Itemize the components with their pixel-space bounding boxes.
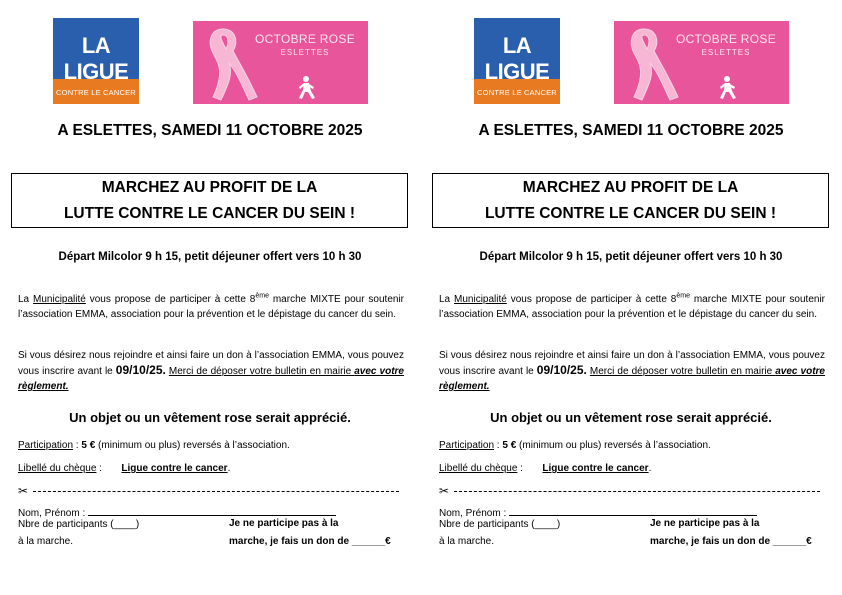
registration-paragraph: Si vous désirez nous rejoindre et ainsi faire un don à l’association EMMA, vous pouvez vous inscrire avant le 09/10/25. Merci de déposer votre bulletin en mairie avec votre règlement. xyxy=(18,350,404,392)
event-title: A ESLETTES, SAMEDI 11 OCTOBRE 2025 xyxy=(478,122,784,139)
pink-item-note: Un objet ou un vêtement rose serait apprécié. xyxy=(490,410,772,425)
octobre-rose-logo xyxy=(193,21,368,104)
octobre-rose-logo xyxy=(614,21,789,104)
ligue-logo-sub: CONTRE LE CANCER xyxy=(56,88,136,97)
departure-info: Départ Milcolor 9 h 15, petit déjeuner offert vers 10 h 30 xyxy=(58,251,362,263)
deadline-date: 09/10/25. xyxy=(115,363,166,377)
donation-line-2[interactable]: marche, je fais un don de ______€ xyxy=(650,536,812,547)
ligue-logo xyxy=(53,18,139,104)
pink-item-note: Un objet ou un vêtement rose serait apprécié. xyxy=(69,410,351,425)
octobre-rose-sub: ESLETTES xyxy=(280,48,330,57)
ligue-logo-main: LA LIGUE xyxy=(484,33,550,84)
municipalite-text: Municipalité xyxy=(33,294,86,305)
octobre-rose-title: OCTOBRE ROSE xyxy=(254,32,356,46)
name-field[interactable]: Nom, Prénom : xyxy=(439,505,757,519)
ligue-logo-main: LA LIGUE xyxy=(63,33,129,84)
donation-line-1: Je ne participe pas à la xyxy=(229,518,339,529)
cheque-line: Libellé du chèque : Ligue contre le cancer. xyxy=(439,463,652,474)
deadline-date: 09/10/25. xyxy=(536,363,587,377)
octobre-rose-title: OCTOBRE ROSE xyxy=(675,32,777,46)
cheque-line: Libellé du chèque : Ligue contre le cancer. xyxy=(18,463,231,474)
cut-line xyxy=(439,484,820,498)
headline-line-1: MARCHEZ AU PROFIT DE LA xyxy=(101,179,318,196)
participants-count-field[interactable]: Nbre de participants (____) xyxy=(439,519,561,530)
headline-line-2: LUTTE CONTRE LE CANCER DU SEIN ! xyxy=(63,205,356,222)
headline-line-2: LUTTE CONTRE LE CANCER DU SEIN ! xyxy=(484,205,777,222)
scissors-icon: ✂ xyxy=(439,484,450,498)
municipalite-text: Municipalité xyxy=(454,294,507,305)
participants-count-field[interactable]: Nbre de participants (____) xyxy=(18,519,140,530)
headline-line-1: MARCHEZ AU PROFIT DE LA xyxy=(522,179,739,196)
participation-line: Participation : 5 € (minimum ou plus) reversés à l’association. xyxy=(439,440,711,451)
cut-line xyxy=(18,484,399,498)
name-field[interactable]: Nom, Prénom : xyxy=(18,505,336,519)
ligue-logo xyxy=(474,18,560,104)
flyer-right xyxy=(421,0,842,595)
scissors-icon: ✂ xyxy=(18,484,29,498)
registration-paragraph: Si vous désirez nous rejoindre et ainsi faire un don à l’association EMMA, vous pouvez vous inscrire avant le 09/10/25. Merci de déposer votre bulletin en mairie avec votre règlement. xyxy=(439,350,825,392)
participants-count-suffix: à la marche. xyxy=(18,536,74,547)
participation-line: Participation : 5 € (minimum ou plus) reversés à l’association. xyxy=(18,440,290,451)
headline-box xyxy=(432,173,829,228)
headline-box xyxy=(11,173,408,228)
octobre-rose-sub: ESLETTES xyxy=(701,48,751,57)
departure-info: Départ Milcolor 9 h 15, petit déjeuner offert vers 10 h 30 xyxy=(479,251,783,263)
intro-paragraph: La Municipalité vous propose de participer à cette 8ème marche MIXTE pour soutenir l’association EMMA, association pour la prévention et le dépistage du cancer du sein. xyxy=(439,292,826,320)
event-title: A ESLETTES, SAMEDI 11 OCTOBRE 2025 xyxy=(57,122,363,139)
donation-line-1: Je ne participe pas à la xyxy=(650,518,760,529)
participants-count-suffix: à la marche. xyxy=(439,536,495,547)
intro-paragraph: La Municipalité vous propose de participer à cette 8ème marche MIXTE pour soutenir l’association EMMA, association pour la prévention et le dépistage du cancer du sein. xyxy=(18,292,405,320)
donation-line-2[interactable]: marche, je fais un don de ______€ xyxy=(229,536,391,547)
ligue-logo-sub: CONTRE LE CANCER xyxy=(477,88,557,97)
